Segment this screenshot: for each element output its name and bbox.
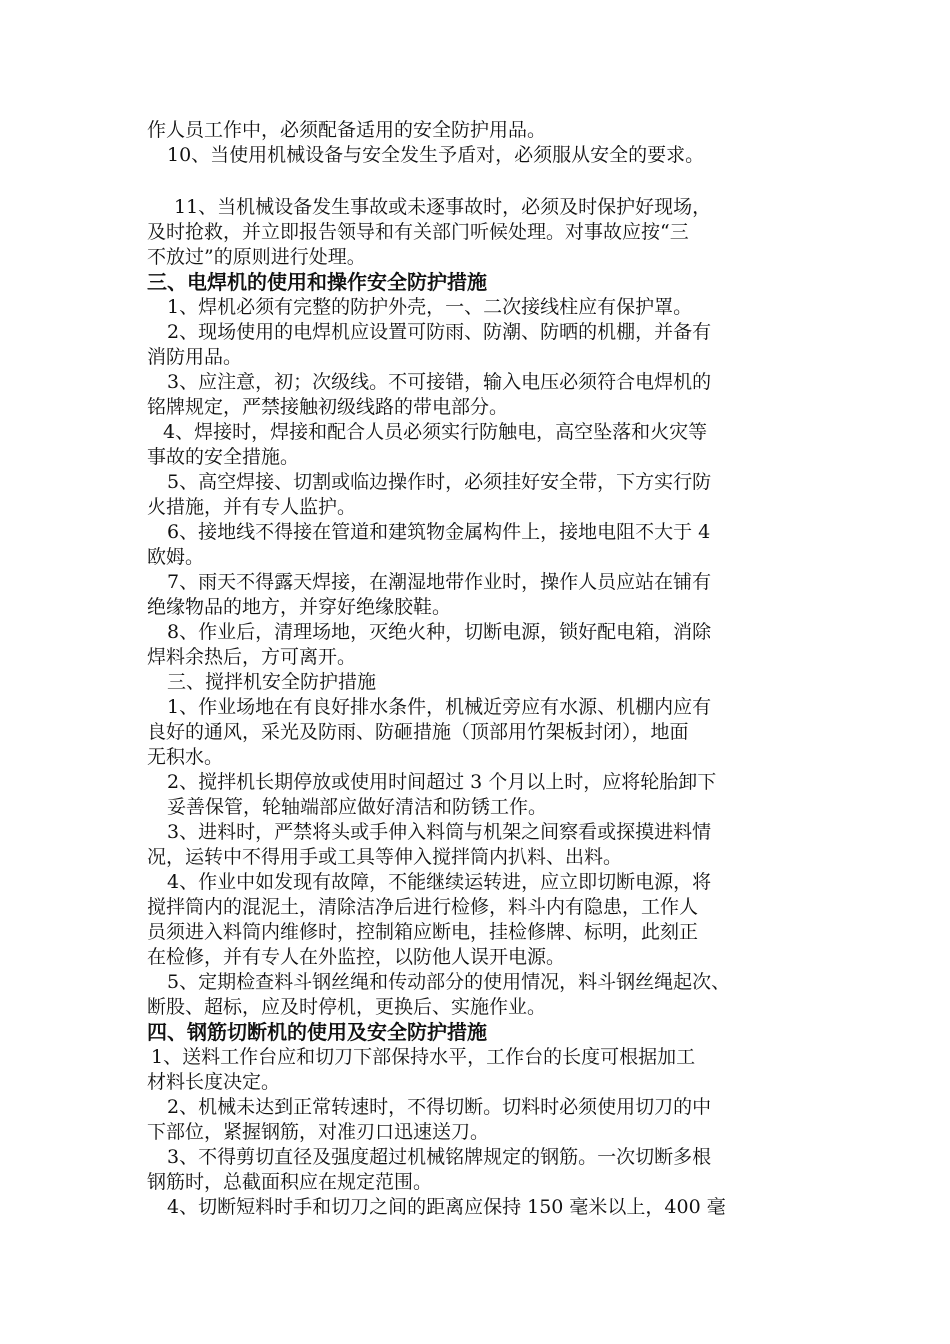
text-line: 及时抢救，并立即报告领导和有关部门听候处理。对事故应按“三 [147, 221, 689, 243]
text-line: 焊料余热后，方可离开。 [147, 646, 357, 668]
text-line: 消防用品。 [147, 346, 243, 368]
text-line: 火措施，并有专人监护。 [147, 496, 357, 518]
text-line: 无积水。 [147, 746, 224, 768]
text-line: 不放过”的原则进行处理。 [147, 246, 366, 268]
text-line: 2、现场使用的电焊机应设置可防雨、防潮、防晒的机棚，并备有 [167, 321, 712, 343]
text-line: 1、送料工作台应和切刀下部保持水平，工作台的长度可根据加工 [151, 1046, 696, 1068]
text-line: 欧姆。 [147, 546, 205, 568]
text-line: 作人员工作中，必须配备适用的安全防护用品。 [147, 119, 547, 141]
text-line: 3、应注意，初；次级线。不可接错，输入电压必须符合电焊机的 [167, 371, 712, 393]
text-line: 事故的安全措施。 [147, 446, 300, 468]
text-line: 1、作业场地在有良好排水条件，机械近旁应有水源、机棚内应有 [167, 696, 712, 718]
text-line: 良好的通风，采光及防雨、防砸措施（顶部用竹架板封闭），地面 [147, 721, 689, 743]
subsection-heading: 三、搅拌机安全防护措施 [167, 671, 377, 693]
text-line: 7、雨天不得露天焊接，在潮湿地带作业时，操作人员应站在铺有 [167, 571, 712, 593]
text-line: 妥善保管，轮轴端部应做好清洁和防锈工作。 [167, 796, 548, 818]
text-line: 钢筋时，总截面积应在规定范围。 [147, 1171, 433, 1193]
section-heading: 三、电焊机的使用和操作安全防护措施 [147, 270, 487, 294]
text-line: 5、高空焊接、切割或临边操作时，必须挂好安全带，下方实行防 [167, 471, 712, 493]
paragraph-gap [147, 168, 827, 195]
text-line: 材料长度决定。 [147, 1071, 281, 1093]
text-line: 1、焊机必须有完整的防护外壳，一、二次接线柱应有保护罩。 [167, 296, 693, 318]
document-body [147, 118, 827, 1220]
section-heading: 四、钢筋切断机的使用及安全防护措施 [147, 1020, 487, 1044]
text-line: 4、焊接时，焊接和配合人员必须实行防触电，高空坠落和火灾等 [163, 421, 708, 443]
text-line: 2、搅拌机长期停放或使用时间超过 3 个月以上时，应将轮胎卸下 [167, 771, 717, 793]
text-line: 10、当使用机械设备与安全发生予盾对，必须服从安全的要求。 [167, 144, 705, 166]
text-line: 5、定期检查料斗钢丝绳和传动部分的使用情况，料斗钢丝绳起次、 [167, 971, 731, 993]
text-line: 4、作业中如发现有故障，不能继续运转进，应立即切断电源，将 [167, 871, 712, 893]
text-line: 在检修，并有专人在外监控，以防他人误开电源。 [147, 946, 566, 968]
text-line: 8、作业后，清理场地，灭绝火种，切断电源，锁好配电箱，消除 [167, 621, 712, 643]
text-line: 4、切断短料时手和切刀之间的距离应保持 150 毫米以上，400 毫 [167, 1196, 726, 1218]
text-line: 员须进入料筒内维修时，控制箱应断电，挂检修牌、标明，此刻正 [147, 921, 699, 943]
text-line: 搅拌筒内的混泥土，清除洁净后进行检修，料斗内有隐患，工作人 [147, 896, 699, 918]
text-line: 6、接地线不得接在管道和建筑物金属构件上，接地电阻不大于 4 [167, 521, 711, 543]
text-line: 11、当机械设备发生事故或未逐事故时，必须及时保护好现场， [174, 196, 712, 218]
text-line: 况，运转中不得用手或工具等伸入搅拌筒内扒料、出料。 [147, 846, 623, 868]
text-line: 断股、超标，应及时停机，更换后、实施作业。 [147, 996, 547, 1018]
text-line: 3、进料时，严禁将头或手伸入料筒与机架之间察看或探摸进料情 [167, 821, 712, 843]
text-line: 绝缘物品的地方，并穿好绝缘胶鞋。 [147, 596, 452, 618]
text-line: 2、机械未达到正常转速时，不得切断。切料时必须使用切刀的中 [167, 1096, 712, 1118]
text-line: 下部位，紧握钢筋，对准刃口迅速送刀。 [147, 1121, 490, 1143]
text-line: 3、不得剪切直径及强度超过机械铭牌规定的钢筋。一次切断多根 [167, 1146, 712, 1168]
text-line: 铭牌规定，严禁接触初级线路的带电部分。 [147, 396, 509, 418]
